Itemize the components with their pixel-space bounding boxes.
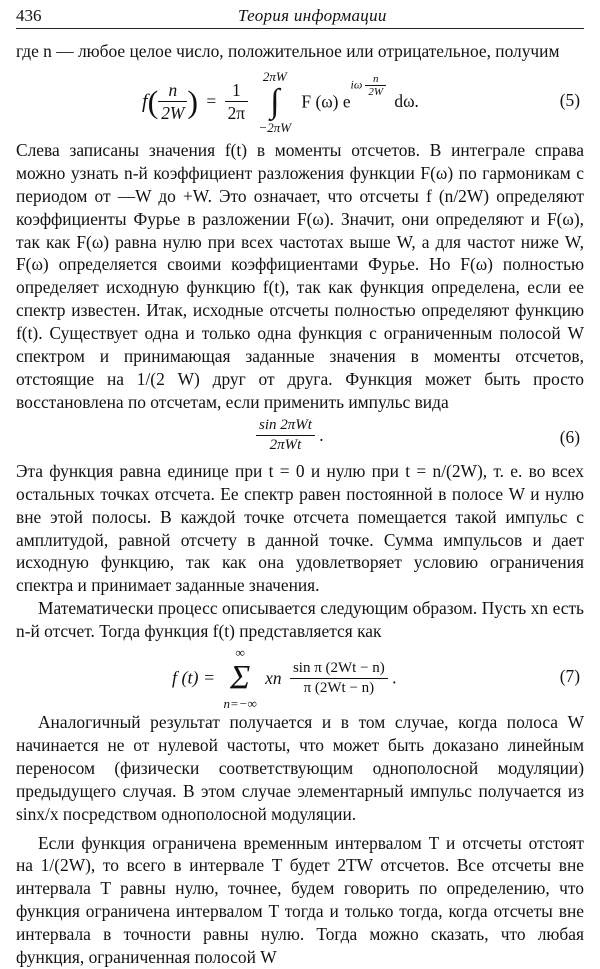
- eq7-num: sin π (2Wt − n): [290, 659, 388, 679]
- eq5-exp-den: 2W: [368, 85, 384, 98]
- paragraph-6: Если функция ограничена временным интервалом T и отсчеты отстоят на 1/(2W), то всего в интервале T будет 2TW отсчетов. Все отсчеты вне интервала T равны нулю, точнее, будем говорить по определению, что функция ограничена интервалом T тогда и только тогда, когда отсчеты вне интервала в точности равны нулю. Тогда можно сказать, что любая функция, ограниченная полосой W: [16, 832, 584, 968]
- eq7-sum-sign: Σ: [230, 659, 251, 697]
- paragraph-2: Слева записаны значения f(t) в моменты отсчетов. В интеграле справа можно узнать n-й коэффициент разложения функции F(ω) по гармоникам с периодом от —W до +W. Это означает, что отсчеты f (n/2W) определяют коэффициенты Фурье в разложении F(ω). Значит, они определяют и F(ω), так как F(ω) равна нулю при всех частотах выше W, а для частот ниже W, F(ω) определяется своими коэффициентами Фурье. Но F(ω) полностью определяет исходную функцию f(t), так как функция определена, если ее спектр известен. Итак, исходные отсчеты полностью определяют функцию f(t). Существует одна и только одна функция с ограниченным полосой W спектром и принимающая заданные значения в моменты отсчетов, отстоящие на 1/(2 W) друг от друга. Функция может быть просто восстановлена по отсчетам, если применить импульс вида: [16, 139, 584, 412]
- equation-5: f( $\frac{n}{2W}$ ) = $\frac{1}{2\pi}$ 2πW ∫ −2πW F (ω) eiω $\frac{n}{2W}$ dω. (5): [142, 68, 580, 135]
- eq7-label: (7): [559, 666, 580, 687]
- eq5-exp-num: n: [365, 73, 386, 86]
- eq7-sum: [224, 645, 257, 711]
- eq5-lower-limit: −2πW: [258, 119, 292, 135]
- eq7-lower-limit: n=−∞: [223, 696, 257, 712]
- eq5-coef-fraction: [225, 79, 248, 126]
- eq5-integrand: F (ω) e: [301, 91, 351, 112]
- eq5-integral: [258, 69, 291, 135]
- eq7-den: π (2Wt − n): [303, 679, 375, 696]
- paragraph-5: Аналогичный результат получается и в том случае, когда полоса W начинается не от нулевой частоты, что может быть доказано линейным переносом (физически соответствующим однополосной модуляции) предыдущего случая. В этом случае элементарный импульс получается из sinx/x посредством однополосной модуляции.: [16, 712, 584, 824]
- eq6-label: (6): [559, 426, 580, 447]
- eq5-lhs-fraction: [158, 79, 187, 126]
- eq5-coef-den: 2π: [227, 103, 246, 124]
- eq5-integral-sign: ∫: [270, 82, 280, 120]
- eq7-lhs: f (t) =: [172, 667, 216, 688]
- running-title: Теория информации: [238, 6, 387, 25]
- eq6-den: 2πWt: [269, 436, 302, 453]
- eq5-exponent: [351, 73, 386, 98]
- eq5-equals: =: [206, 91, 217, 112]
- paragraph-1: где n — любое целое число, положительное или отрицательное, получим: [16, 41, 560, 61]
- eq5-label: (5): [559, 89, 580, 110]
- paragraph-4: Математически процесс описывается следующим образом. Пусть xn есть n-й отсчет. Тогда функция f(t) представляется как: [16, 598, 584, 642]
- eq6-fraction: [256, 416, 315, 455]
- eq5-lhs-den: 2W: [161, 103, 185, 124]
- eq5-exp-fraction: [365, 73, 386, 98]
- page-body: [16, 40, 584, 969]
- eq6-dot: .: [319, 424, 324, 445]
- eq5-lhs-f: f: [142, 90, 148, 113]
- eq7-upper-limit: ∞: [235, 645, 245, 661]
- eq7-xn: xn: [265, 667, 282, 688]
- eq7-fraction: [290, 659, 388, 698]
- eq6-num: sin 2πWt: [256, 416, 315, 436]
- equation-7: [16, 643, 584, 711]
- eq5-dw: dω.: [394, 91, 419, 112]
- page-header: [16, 4, 584, 29]
- eq5-exp-left: iω: [350, 76, 363, 91]
- page-number: 436: [16, 6, 42, 25]
- eq5-upper-limit: 2πW: [262, 68, 287, 84]
- paragraph-3: Эта функция равна единице при t = 0 и нулю при t = n/(2W), т. е. во всех остальных точках отсчета. Ее спектр равен постоянной в полосе W и нулю вне этой полосы. В каждой точке отсчета помещается такой импульс с амплитудой, равной отсчету в данной точке. Сумма импульсов и дает исходную функцию, так как она удовлетворяет условию ограничения спектра и принимает заданные значения.: [16, 460, 584, 596]
- eq5-lhs-num: n: [158, 79, 187, 103]
- eq5-coef-num: 1: [225, 79, 248, 103]
- equation-6: [16, 414, 584, 460]
- eq7-dot: .: [392, 667, 397, 688]
